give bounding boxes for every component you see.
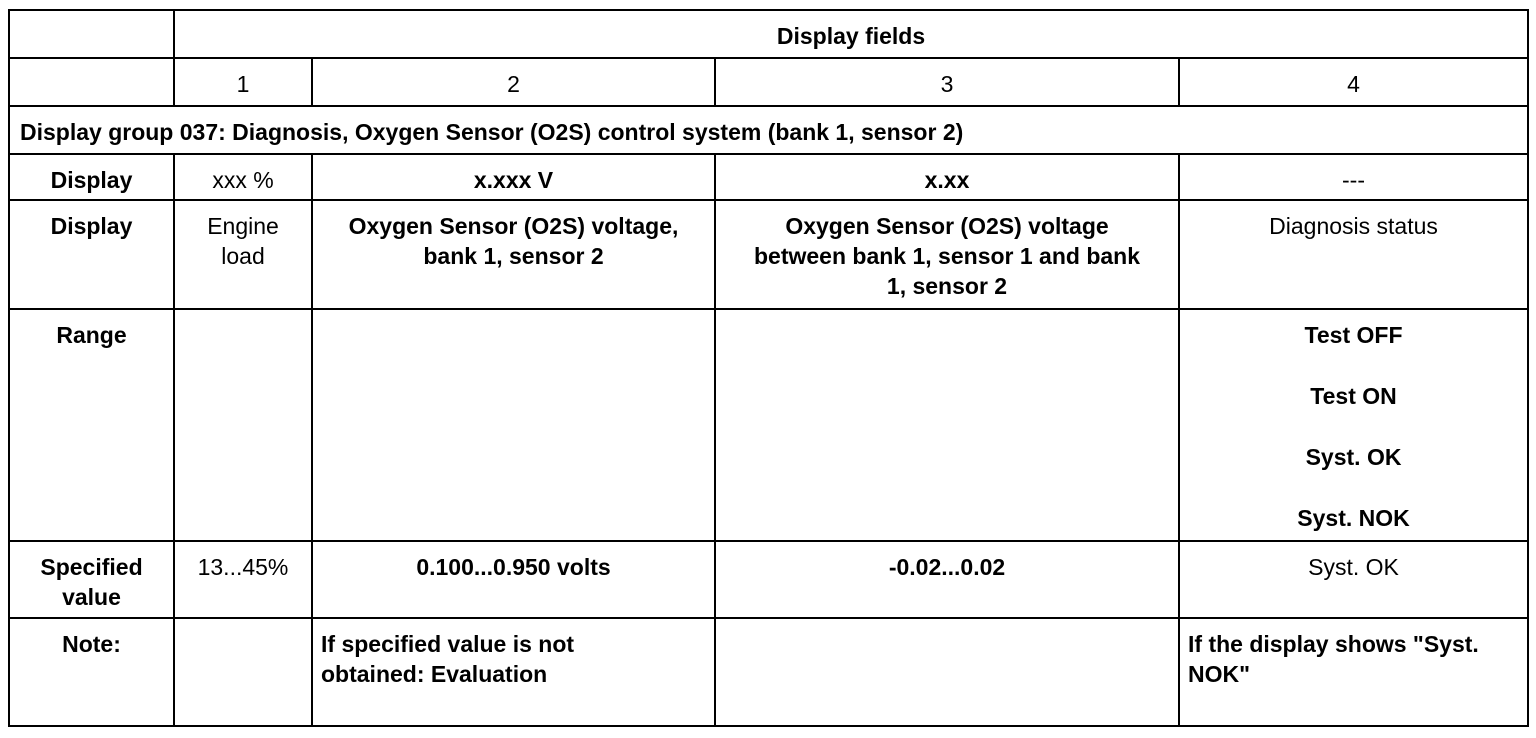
- row-label-display-desc: Display: [9, 200, 174, 309]
- specified-field-2: 0.100...0.950 volts: [312, 541, 715, 618]
- display-unit-field-2: x.xxx V: [312, 154, 715, 200]
- range-field-3: [715, 309, 1179, 541]
- display-unit-field-4: ---: [1179, 154, 1528, 200]
- range-field-1: [174, 309, 312, 541]
- display-desc-field-1: Engine load: [174, 200, 312, 309]
- specified-field-1: 13...45%: [174, 541, 312, 618]
- display-desc-field-3: Oxygen Sensor (O2S) voltage between bank 1, sensor 1 and bank 1, sensor 2: [715, 200, 1179, 309]
- column-number-1: 1: [174, 58, 312, 106]
- display-group-table: [8, 9, 1529, 727]
- range-value-test-on: Test ON: [1310, 383, 1397, 409]
- group-title-row: [9, 106, 1528, 154]
- header-row: [9, 10, 1528, 58]
- display-description-row: [9, 200, 1528, 309]
- range-value-syst-nok: Syst. NOK: [1297, 505, 1410, 531]
- display-fields-header: Display fields: [174, 10, 1528, 58]
- row-label-specified-value: Specified value: [9, 541, 174, 618]
- display-unit-field-3: x.xx: [715, 154, 1179, 200]
- row-label-display: Display: [9, 154, 174, 200]
- note-row: [9, 618, 1528, 726]
- column-number-4: 4: [1179, 58, 1528, 106]
- column-number-3: 3: [715, 58, 1179, 106]
- display-units-row: [9, 154, 1528, 200]
- note-field-4: If the display shows "Syst. NOK": [1179, 618, 1528, 726]
- column-number-2: 2: [312, 58, 715, 106]
- specified-value-row: [9, 541, 1528, 618]
- range-value-test-off: Test OFF: [1304, 322, 1403, 348]
- range-field-4: [1179, 309, 1528, 541]
- row-label-range: Range: [9, 309, 174, 541]
- display-desc-field-2: Oxygen Sensor (O2S) voltage, bank 1, sensor 2: [312, 200, 715, 309]
- corner-cell-2: [9, 58, 174, 106]
- note-field-1: [174, 618, 312, 726]
- column-numbers-row: [9, 58, 1528, 106]
- display-group-title: Display group 037: Diagnosis, Oxygen Sensor (O2S) control system (bank 1, sensor 2): [9, 106, 1528, 154]
- specified-field-4: Syst. OK: [1179, 541, 1528, 618]
- row-label-note: Note:: [9, 618, 174, 726]
- range-field-2: [312, 309, 715, 541]
- note-field-3: [715, 618, 1179, 726]
- range-value-syst-ok: Syst. OK: [1305, 444, 1402, 470]
- note-field-2: If specified value is not obtained: Evaluation: [312, 618, 715, 726]
- corner-cell: [9, 10, 174, 58]
- display-desc-field-4: Diagnosis status: [1179, 200, 1528, 309]
- range-row: [9, 309, 1528, 541]
- specified-field-3: -0.02...0.02: [715, 541, 1179, 618]
- display-unit-field-1: xxx %: [174, 154, 312, 200]
